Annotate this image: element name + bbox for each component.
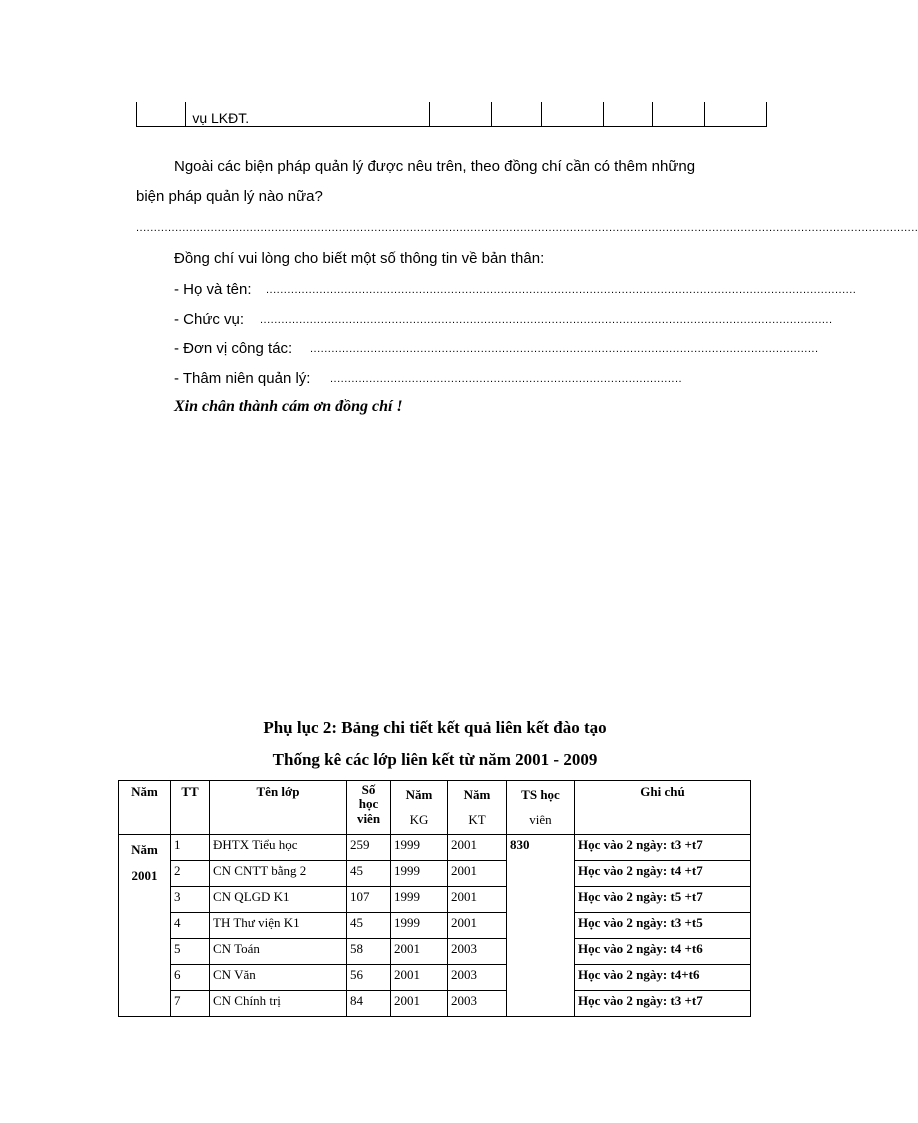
- class-name-cell: CN Chính trị: [210, 991, 347, 1017]
- start-year-cell: 1999: [391, 913, 448, 939]
- table-cell: [492, 102, 541, 127]
- header-total-students: TS học viên: [507, 781, 575, 835]
- class-name-cell: CN CNTT bằng 2: [210, 861, 347, 887]
- tt-cell: 2: [171, 861, 210, 887]
- end-year-cell: 2001: [448, 913, 507, 939]
- question-line-2: biện pháp quản lý nào nữa?: [136, 188, 323, 205]
- tt-cell: 1: [171, 835, 210, 861]
- tt-cell: 3: [171, 887, 210, 913]
- table-cell: [603, 102, 652, 127]
- note-cell: Học vào 2 ngày: t4 +t7: [575, 861, 751, 887]
- note-cell: Học vào 2 ngày: t4+t6: [575, 965, 751, 991]
- class-name-cell: ĐHTX Tiểu học: [210, 835, 347, 861]
- field-position-label: - Chức vụ:: [174, 311, 245, 328]
- year-cell: Năm 2001: [119, 835, 171, 1017]
- table-row: [119, 887, 751, 913]
- header-start-year: Năm KG: [391, 781, 448, 835]
- question-line-1: Ngoài các biện pháp quản lý được nêu trên, theo đồng chí cần có thêm những: [174, 158, 696, 175]
- start-year-cell: 1999: [391, 861, 448, 887]
- tt-cell: 4: [171, 913, 210, 939]
- field-seniority-label: - Thâm niên quản lý:: [174, 370, 311, 387]
- table-row: [119, 835, 751, 861]
- total-students-cell: 830: [507, 835, 575, 1017]
- students-cell: 84: [347, 991, 391, 1017]
- note-cell: Học vào 2 ngày: t4 +t6: [575, 939, 751, 965]
- students-cell: 259: [347, 835, 391, 861]
- tt-cell: 5: [171, 939, 210, 965]
- note-cell: Học vào 2 ngày: t5 +t7: [575, 887, 751, 913]
- table-cell: [186, 102, 430, 127]
- previous-table-fragment: [136, 102, 767, 127]
- header-students: Số học viên: [347, 781, 391, 835]
- start-year-cell: 2001: [391, 991, 448, 1017]
- field-name-dots: ......................................................................................................................................................................: [266, 284, 857, 296]
- class-name-cell: CN QLGD K1: [210, 887, 347, 913]
- field-unit-label: - Đơn vị công tác:: [174, 340, 293, 357]
- answer-dotted-line: ............................................................................................................................................................................................................................: [136, 222, 918, 234]
- start-year-cell: 1999: [391, 887, 448, 913]
- class-name-cell: CN Văn: [210, 965, 347, 991]
- table-row: [119, 861, 751, 887]
- table-row: [119, 913, 751, 939]
- tt-cell: 7: [171, 991, 210, 1017]
- table-header-row: [119, 781, 751, 835]
- classes-table: [118, 780, 751, 1017]
- thanks-note: Xin chân thành cám ơn đồng chí !: [174, 398, 403, 415]
- start-year-cell: 2001: [391, 939, 448, 965]
- note-cell: Học vào 2 ngày: t3 +t7: [575, 991, 751, 1017]
- table-row: [119, 939, 751, 965]
- students-cell: 45: [347, 913, 391, 939]
- header-class-name: Tên lớp: [210, 781, 347, 835]
- field-position-dots: .................................................................................................................................................................: [260, 314, 833, 326]
- note-cell: Học vào 2 ngày: t3 +t7: [575, 835, 751, 861]
- header-note: Ghi chú: [575, 781, 751, 835]
- table-row: [119, 965, 751, 991]
- field-name-label: - Họ và tên:: [174, 281, 252, 298]
- class-name-cell: CN Toán: [210, 939, 347, 965]
- end-year-cell: 2003: [448, 939, 507, 965]
- table-cell: [704, 102, 766, 127]
- appendix-subtitle: Thống kê các lớp liên kết từ năm 2001 - 2009: [272, 750, 598, 769]
- note-cell: Học vào 2 ngày: t3 +t5: [575, 913, 751, 939]
- row-text: vụ LKĐT.: [192, 110, 250, 126]
- field-seniority-dots: ...................................................................................................: [330, 373, 683, 385]
- table-row: [119, 991, 751, 1017]
- students-cell: 56: [347, 965, 391, 991]
- table-cell: [541, 102, 603, 127]
- students-cell: 58: [347, 939, 391, 965]
- tt-cell: 6: [171, 965, 210, 991]
- end-year-cell: 2001: [448, 861, 507, 887]
- table-cell: [137, 102, 186, 127]
- start-year-cell: 1999: [391, 835, 448, 861]
- end-year-cell: 2001: [448, 887, 507, 913]
- start-year-cell: 2001: [391, 965, 448, 991]
- end-year-cell: 2001: [448, 835, 507, 861]
- header-year: Năm: [119, 781, 171, 835]
- end-year-cell: 2003: [448, 965, 507, 991]
- students-cell: 107: [347, 887, 391, 913]
- class-name-cell: TH Thư viện K1: [210, 913, 347, 939]
- table-cell: [429, 102, 491, 127]
- field-unit-dots: ...............................................................................................................................................: [310, 343, 819, 355]
- students-cell: 45: [347, 861, 391, 887]
- end-year-cell: 2003: [448, 991, 507, 1017]
- table-cell: [653, 102, 704, 127]
- header-end-year: Năm KT: [448, 781, 507, 835]
- appendix-title: Phụ lục 2: Bảng chi tiết kết quả liên kết đào tạo: [263, 718, 607, 737]
- info-intro: Đồng chí vui lòng cho biết một số thông tin về bản thân:: [174, 250, 545, 267]
- table-row: [137, 102, 767, 127]
- header-tt: TT: [171, 781, 210, 835]
